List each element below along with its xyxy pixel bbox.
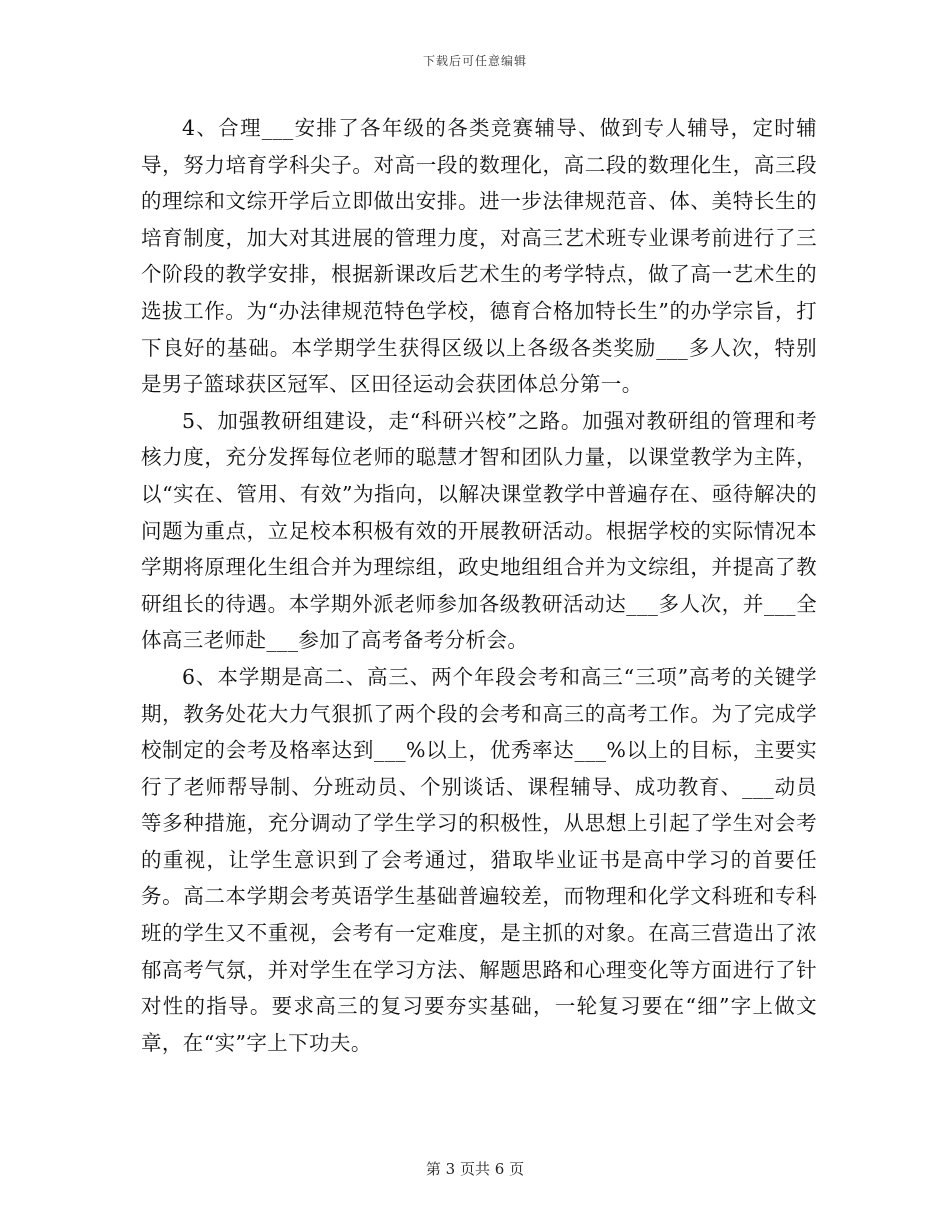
page-header: 下载后可任意编辑 (422, 54, 527, 68)
paragraph-4: 4、合理___安排了各年级的各类竞赛辅导、做到专人辅导，定时辅导，努力培育学科尖子。对高一段的数理化，高二段的数理化生，高三段的理综和文综开学后立即做出安排。进一步法律规范音、体、美特长生的培育制度，加大对其进展的管理力度，对高三艺术班专业课考前进行了三个阶段的教学安排，根据新课改后艺术生的考学特点，做了高一艺术生的选拔工作。为“办法律规范特色学校，德育合格加特长生”的办学宗旨，打下良好的基础。本学期学生获得区级以上各级各类奖励___多人次，特别是男子篮球获区冠军、区田径运动会获团体总分第一。 (141, 116, 817, 397)
document-body (141, 110, 817, 1061)
paragraph-6: 6、本学期是高二、高三、两个年段会考和高三“三项”高考的关键学期，教务处花大力气狠抓了两个段的会考和高三的高考工作。为了完成学校制定的会考及格率达到___%以上，优秀率达___%以上的目标，主要实行了老师帮导制、分班动员、个别谈话、课程辅导、成功教育、___动员等多种措施，充分调动了学生学习的积极性，从思想上引起了学生对会考的重视，让学生意识到了会考通过，猎取毕业证书是高中学习的首要任务。高二本学期会考英语学生基础普遍较差，而物理和化学文科班和专科班的学生又不重视，会考有一定难度，是主抓的对象。在高三营造出了浓郁高考气氛，并对学生在学习方法、解题思路和心理变化等方面进行了针对性的指导。要求高三的复习要夯实基础，一轮复习要在“细”字上做文章，在“实”字上下功夫。 (141, 664, 817, 1055)
paragraph-5: 5、加强教研组建设，走“科研兴校”之路。加强对教研组的管理和考核力度，充分发挥每位老师的聪慧才智和团队力量，以课堂教学为主阵，以“实在、管用、有效”为指向，以解决课堂教学中普遍存在、亟待解决的问题为重点，立足校本积极有效的开展教研活动。根据学校的实际情况本学期将原理化生组合并为理综组，政史地组组合并为文综组，并提高了教研组长的待遇。本学期外派老师参加各级教研活动达___多人次，并___全体高三老师赴___参加了高考备考分析会。 (141, 408, 817, 653)
page-number-footer: 第 3 页共 6 页 (425, 1160, 525, 1178)
